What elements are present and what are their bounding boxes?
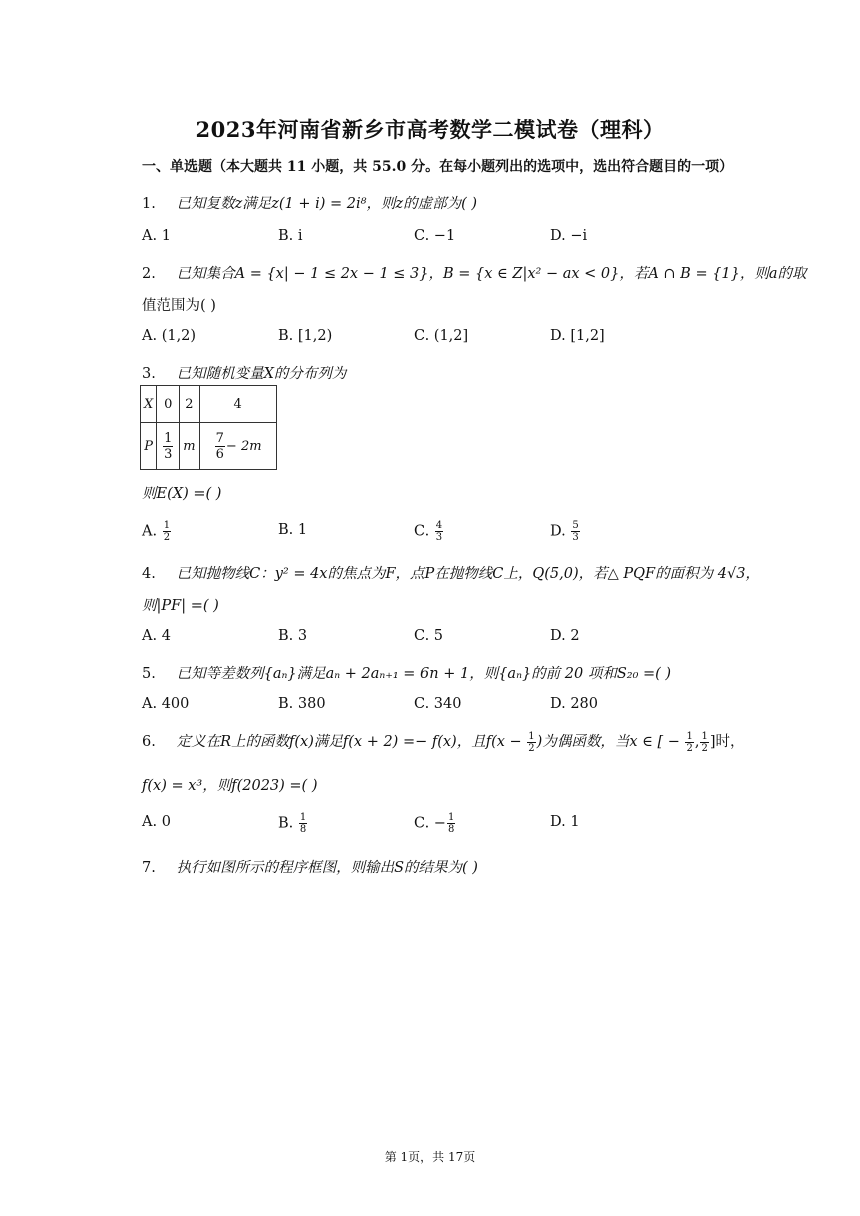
question-number: 6. [142,734,156,750]
option-a: A. 1 [142,228,171,244]
denominator: 3 [435,532,443,543]
option-a: A. 0 [142,814,171,830]
fraction [447,812,455,835]
section-heading: 一、单选题（本大题共 11 小题，共 55.0 分。在每小题列出的选项中，选出符合题目的一项） [142,159,734,175]
table-cell: m [180,423,199,470]
numerator: 5 [572,520,579,531]
denominator: 3 [164,446,173,462]
table-row [141,386,277,423]
denominator: 3 [572,532,579,543]
fraction [299,812,307,835]
option-label: B. [278,815,294,832]
fraction [527,731,535,754]
denominator: 2 [701,742,708,754]
question-7 [142,856,478,877]
option-label: A. [142,523,158,540]
table-cell [157,423,180,470]
table-cell: 2 [180,386,199,423]
page-footer: 第 1页，共 17页 [384,1150,476,1164]
option-c [414,812,456,835]
fraction [163,431,173,462]
option-b: B. 1 [278,522,308,538]
question-text-part: ]时， [709,734,745,750]
question-text-part: )为偶函数，当x ∈ [ − [536,734,680,750]
table-row [141,423,277,470]
distribution-table [140,385,277,470]
option-d: D. −i [550,228,588,244]
question-2 [142,262,807,283]
question-number: 5. [142,666,156,682]
table-cell: 4 [199,386,276,423]
option-b: B. [1,2) [278,328,333,344]
option-b: B. 380 [278,696,326,712]
fraction [700,731,708,754]
option-c: C. −1 [414,228,456,244]
question-4-continued: 则|PF| =( ) [142,598,219,614]
question-number: 7. [142,860,156,876]
numerator: 4 [435,520,443,531]
numerator: 1 [299,812,307,823]
option-a [142,520,172,543]
numerator: 1 [164,430,173,446]
page-title: 2023年河南省新乡市高考数学二模试卷（理科） [195,117,665,142]
option-a: A. 4 [142,628,171,644]
option-d: D. 280 [550,696,599,712]
question-text-part: , [694,734,700,750]
option-c: C. 340 [414,696,462,712]
option-label: C. [414,523,430,540]
fraction [435,520,443,543]
numerator: 1 [528,730,535,742]
fraction [571,520,579,543]
option-b: B. 3 [278,628,308,644]
table-cell: 0 [157,386,180,423]
option-a: A. (1,2) [142,328,197,344]
option-label: C. − [414,815,446,832]
option-d: D. [1,2] [550,328,605,344]
question-5 [142,662,671,683]
option-b [278,812,308,835]
question-text: 已知随机变量X的分布列为 [176,366,347,382]
denominator: 2 [528,742,535,754]
question-text: 已知集合A = {x| − 1 ≤ 2x − 1 ≤ 3}，B = {x ∈ Z|x² − ax < 0}，若A ∩ B = {1}，则a的取 [176,266,807,282]
fraction [163,520,171,543]
denominator: 2 [686,742,693,754]
option-d [550,520,581,543]
question-4 [142,562,760,583]
question-text: 已知抛物线C：y² = 4x的焦点为F，点P在抛物线C上，Q(5,0)，若△ PQF的面积为 4√3， [176,566,760,582]
question-3-continued: 则E(X) =( ) [142,486,222,502]
table-cell [199,423,276,470]
option-d: D. 1 [550,814,580,830]
question-6-continued: f(x) = x³，则f(2023) =( ) [142,778,318,794]
denominator: 2 [163,532,171,543]
denominator: 6 [215,446,224,462]
question-number: 3. [142,366,156,382]
option-b: B. i [278,228,303,244]
denominator: 8 [299,824,307,835]
question-1 [142,192,477,213]
numerator: 1 [701,730,708,742]
table-cell-text: − 2m [225,438,262,454]
option-a: A. 400 [142,696,190,712]
question-text: 已知等差数列{aₙ}满足aₙ + 2aₙ₊₁ = 6n + 1，则{aₙ}的前 20 项和S₂₀ =( ) [176,666,672,682]
question-6 [142,730,745,754]
question-number: 1. [142,196,156,212]
numerator: 1 [686,730,693,742]
numerator: 1 [447,812,455,823]
question-2-continued: 值范围为( ) [142,298,216,314]
option-label: D. [550,523,566,540]
denominator: 8 [447,824,455,835]
fraction [685,731,693,754]
option-c: C. (1,2] [414,328,469,344]
question-text-part: 定义在R上的函数f(x)满足f(x + 2) =− f(x)，且f(x − [176,734,522,750]
question-text: 已知复数z满足z(1 + i) = 2i⁸，则z的虚部为( ) [176,196,478,212]
option-c [414,520,444,543]
question-number: 2. [142,266,156,282]
option-c: C. 5 [414,628,444,644]
table-cell: X [141,386,157,423]
numerator: 1 [163,520,171,531]
question-number: 4. [142,566,156,582]
fraction [215,431,225,462]
table-cell: P [141,423,157,470]
numerator: 7 [215,430,224,446]
question-text: 执行如图所示的程序框图，则输出S的结果为( ) [176,860,478,876]
question-3 [142,362,346,383]
option-d: D. 2 [550,628,580,644]
